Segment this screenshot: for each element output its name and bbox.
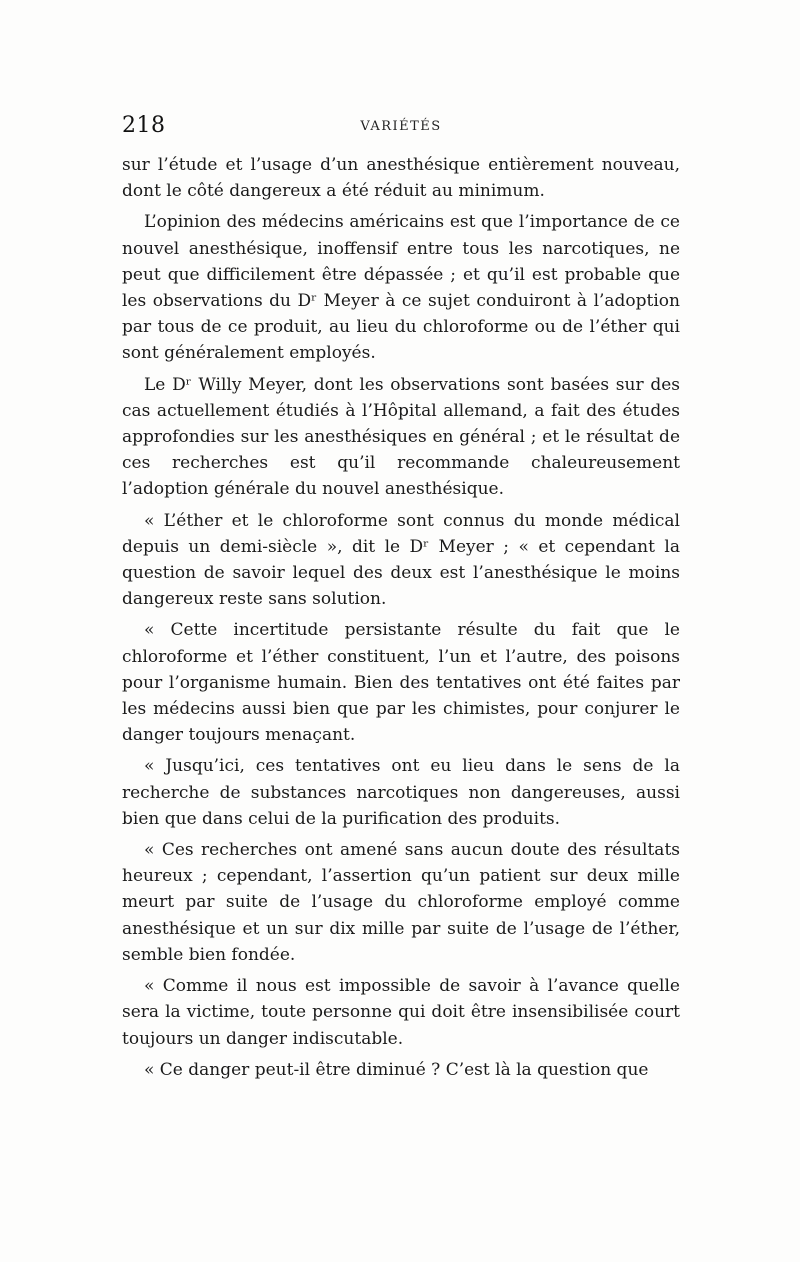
- paragraph: « Comme il nous est impossible de savoir à l’avance quelle sera la victime, toute personne qui doit être insensibilisée court toujours un danger indiscutable.: [122, 976, 680, 1049]
- paragraph: Le Dʳ Willy Meyer, dont les observations sont basées sur des cas actuellement étudiés à l’Hôpital allemand, a fait des études approfondies sur les anesthésiques en général ; et le résultat de ces recherches est qu’il recommande chaleureusement l’adoption générale du nouvel anesthésique.: [122, 374, 680, 500]
- paragraph: « Cette incertitude persistante résulte du fait que le chloroforme et l’éther constituent, l’un et l’autre, des poisons pour l’organisme humain. Bien des tentatives ont été faites par les médecins aussi bien que par les chimistes, pour conjurer le danger toujours menaçant.: [122, 620, 680, 746]
- running-head: VARIÉTÉS: [360, 119, 442, 134]
- paragraph: « Jusqu’ici, ces tentatives ont eu lieu dans le sens de la recherche de substances narcotiques non dangereuses, aussi bien que dans celui de la purification des produits.: [122, 756, 680, 829]
- body-text: [122, 152, 680, 1083]
- paragraph: « Ce danger peut-il être diminué ? C’est là la question que: [144, 1059, 649, 1080]
- paragraph: sur l’étude et l’usage d’un anesthésique entièrement nouveau, dont le côté dangereux a été réduit au minimum.: [122, 155, 680, 202]
- page-number: 218: [122, 113, 166, 138]
- paragraph: L’opinion des médecins américains est que l’importance de ce nouvel anesthésique, inoffensif entre tous les narcotiques, ne peut que difficilement être dépassée ; et qu’il est probable que les observations du Dʳ Meyer à ce sujet conduiront à l’adoption par tous de ce produit, au lieu du chloroforme ou de l’éther qui sont généralement employés.: [122, 212, 680, 364]
- page-header: [122, 113, 680, 143]
- paragraph: « Ces recherches ont amené sans aucun doute des résultats heureux ; cependant, l’assertion qu’un patient sur deux mille meurt par suite de l’usage du chloroforme employé comme anesthésique et un sur dix mille par suite de l’usage de l’éther, semble bien fondée.: [122, 840, 680, 965]
- paragraph: « L’éther et le chloroforme sont connus du monde médical depuis un demi-siècle », dit le Dʳ Meyer ; « et cependant la question de savoir lequel des deux est l’anesthésique le moins dangereux reste sans solution.: [122, 510, 680, 610]
